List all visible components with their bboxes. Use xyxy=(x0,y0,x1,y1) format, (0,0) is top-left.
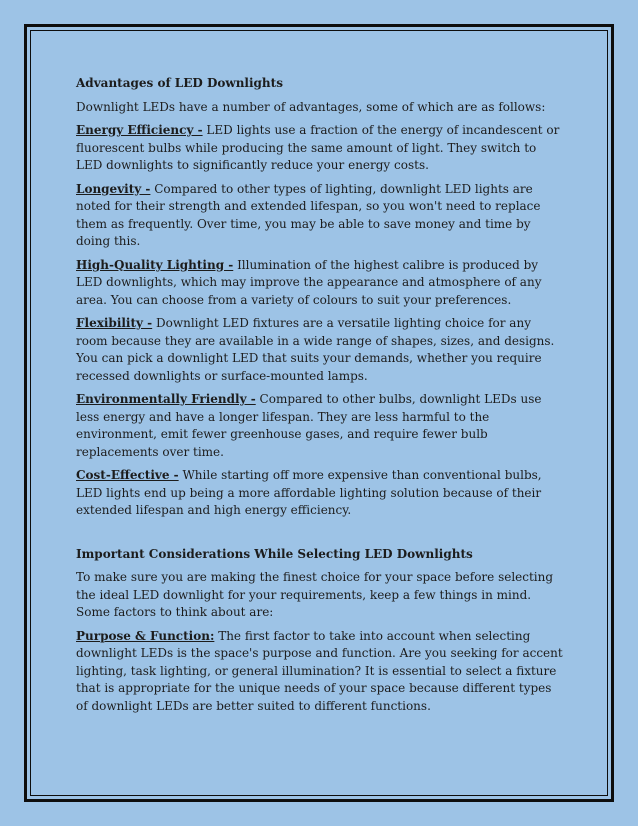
term-description: Illumination of the highest calibre is produced by LED downlights, which may improve the appearance and atmosphere of any area. You can choose from a variety of colours to suit your preferences. xyxy=(76,257,542,307)
term-label: Cost-Effective - xyxy=(76,468,179,482)
term-label: Environmentally Friendly - xyxy=(76,392,256,406)
section-intro-considerations: To make sure you are making the finest choice for your space before selecting the ideal LED downlight for your requirements, keep a few things in mind. Some factors to think about are: xyxy=(76,570,554,619)
term-label: Purpose & Function: xyxy=(76,628,215,643)
advantage-environmentally-friendly xyxy=(76,391,564,461)
term-description: Downlight LED fixtures are a versatile lighting choice for any room because they are available in a wide range of shapes, sizes, and designs. You can pick a downlight LED that suits your demands, whether you require recessed downlights or surface-mounted lamps. xyxy=(76,316,555,383)
advantage-high-quality-lighting xyxy=(76,257,564,310)
document-body xyxy=(76,75,564,721)
term-description: LED lights use a fraction of the energy of incandescent or fluorescent bulbs while producing the same amount of light. They switch to LED downlights to significantly reduce your energy costs. xyxy=(76,123,560,172)
term-label: Flexibility - xyxy=(76,316,153,330)
advantage-energy-efficiency xyxy=(76,122,564,175)
term-description: The first factor to take into account when selecting downlight LEDs is the space's purpose and function. Are you seeking for accent lighting, task lighting, or general illumination? It is essential to select a fixture that is appropriate for the unique needs of your space because different types of downlight LEDs are better suited to different functions. xyxy=(76,628,563,713)
term-label: Energy Efficiency - xyxy=(76,123,203,137)
term-description: Compared to other types of lighting, downlight LED lights are noted for their strength and extended lifespan, so you won't need to replace them as frequently. Over time, you may be able to save money and time by doing this. xyxy=(76,181,541,248)
term-label: Longevity - xyxy=(76,181,151,196)
advantage-flexibility xyxy=(76,315,564,385)
term-description: While starting off more expensive than conventional bulbs, LED lights end up being a more affordable lighting solution because of their extended lifespan and high energy efficiency. xyxy=(76,468,542,517)
term-label: High-Quality Lighting - xyxy=(76,257,234,272)
section-intro-advantages: Downlight LEDs have a number of advantages, some of which are as follows: xyxy=(76,99,546,114)
section-heading-advantages: Advantages of LED Downlights xyxy=(76,76,283,90)
consideration-purpose-function xyxy=(76,628,564,716)
advantage-cost-effective xyxy=(76,467,564,520)
advantage-longevity xyxy=(76,181,564,251)
term-description: Compared to other bulbs, downlight LEDs use less energy and have a longer lifespan. They are less harmful to the environment, emit fewer greenhouse gases, and require fewer bulb replacements over time. xyxy=(76,392,542,459)
section-spacer xyxy=(76,526,564,546)
section-heading-considerations: Important Considerations While Selecting LED Downlights xyxy=(76,546,473,561)
